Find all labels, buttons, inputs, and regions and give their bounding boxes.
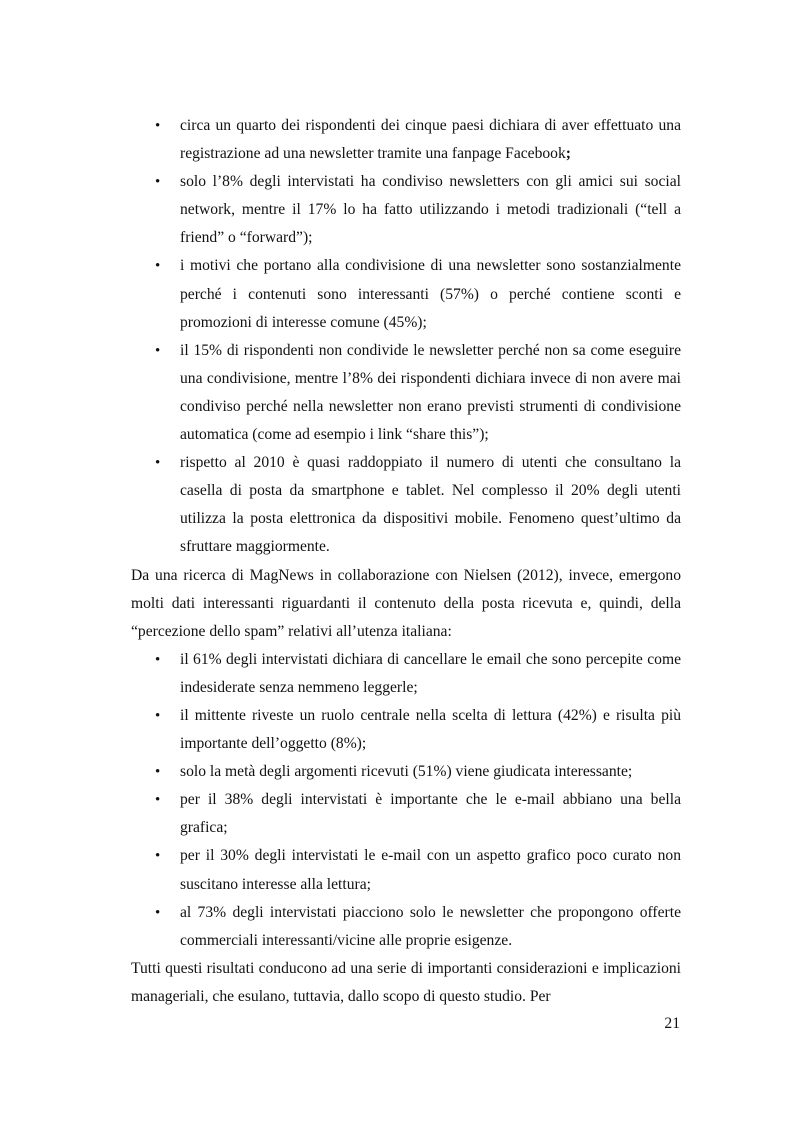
paragraph-conclusions: Tutti questi risultati conducono ad una serie di importanti considerazioni e implicazioni manageriali, che esulano, tuttavia, dallo scopo di questo studio. Per xyxy=(131,959,681,1005)
bullet-list-spam-perception xyxy=(131,646,681,955)
list-item xyxy=(131,449,681,561)
paragraph-magnews-study: Da una ricerca di MagNews in collaborazione con Nielsen (2012), invece, emergono molti dati interessanti riguardanti il contenuto della posta ricevuta e, quindi, della “percezione dello spam” relativi all’utenza italiana: xyxy=(131,566,681,640)
list-item-text: i motivi che portano alla condivisione di una newsletter sono sostanzialmente perché i contenuti sono interessanti (57%) o perché contiene sconti e promozioni di interesse comune (45%); xyxy=(180,257,681,331)
bullet-icon: • xyxy=(155,174,161,191)
bullet-icon: • xyxy=(155,848,161,865)
list-item xyxy=(131,252,681,336)
bullet-icon: • xyxy=(155,707,161,724)
list-item xyxy=(131,842,681,898)
bullet-icon: • xyxy=(155,764,161,781)
list-item-text: solo la metà degli argomenti ricevuti (51%) viene giudicata interessante; xyxy=(180,763,633,781)
page-number: 21 xyxy=(664,1015,680,1032)
list-item-suffix: ; xyxy=(565,145,571,163)
list-item xyxy=(131,168,681,252)
list-item-text: rispetto al 2010 è quasi raddoppiato il numero di utenti che consultano la casella di posta da smartphone e tablet. Nel complesso il 20% degli utenti utilizza la posta elettronica da dispositivi mobile. Fenomeno quest’ultimo da sfruttare maggiormente. xyxy=(180,454,681,556)
bullet-icon: • xyxy=(155,651,161,668)
list-item xyxy=(131,112,681,168)
list-item-text: il mittente riveste un ruolo centrale nella scelta di lettura (42%) e risulta più importante dell’oggetto (8%); xyxy=(180,706,681,753)
list-item xyxy=(131,646,681,702)
bullet-list-survey-findings xyxy=(131,112,681,562)
list-item xyxy=(131,337,681,449)
list-item xyxy=(131,786,681,842)
bullet-icon: • xyxy=(155,342,161,359)
bullet-icon: • xyxy=(155,904,161,921)
page-body xyxy=(131,112,681,1011)
bullet-icon: • xyxy=(155,258,161,275)
list-item xyxy=(131,702,681,758)
list-item-text: il 15% di rispondenti non condivide le newsletter perché non sa come eseguire una condivisione, mentre l’8% dei rispondenti dichiara invece di non avere mai condiviso perché nella newsletter non erano previsti strumenti di condivisione automatica (come ad esempio i link “share this”); xyxy=(180,341,681,444)
bullet-icon: • xyxy=(155,792,161,809)
list-item-text: per il 38% degli intervistati è importante che le e-mail abbiano una bella grafica; xyxy=(180,791,681,837)
bullet-icon: • xyxy=(155,455,161,472)
list-item xyxy=(131,758,681,786)
list-item-text: per il 30% degli intervistati le e-mail con un aspetto grafico poco curato non suscitano interesse alla lettura; xyxy=(180,847,681,893)
list-item-text: al 73% degli intervistati piacciono solo le newsletter che propongono offerte commerciali interessanti/vicine alle proprie esigenze. xyxy=(180,903,681,949)
bullet-icon: • xyxy=(155,118,161,134)
list-item xyxy=(131,899,681,955)
list-item-text: il 61% degli intervistati dichiara di cancellare le email che sono percepite come indesiderate senza nemmeno leggerle; xyxy=(180,650,681,696)
list-item-text: solo l’8% degli intervistati ha condiviso newsletters con gli amici sui social network, mentre il 17% lo ha fatto utilizzando i metodi tradizionali (“tell a friend” o “forward”); xyxy=(180,173,681,247)
list-item-text: circa un quarto dei rispondenti dei cinque paesi dichiara di aver effettuato una registrazione ad una newsletter tramite una fanpage Facebook xyxy=(180,117,681,163)
